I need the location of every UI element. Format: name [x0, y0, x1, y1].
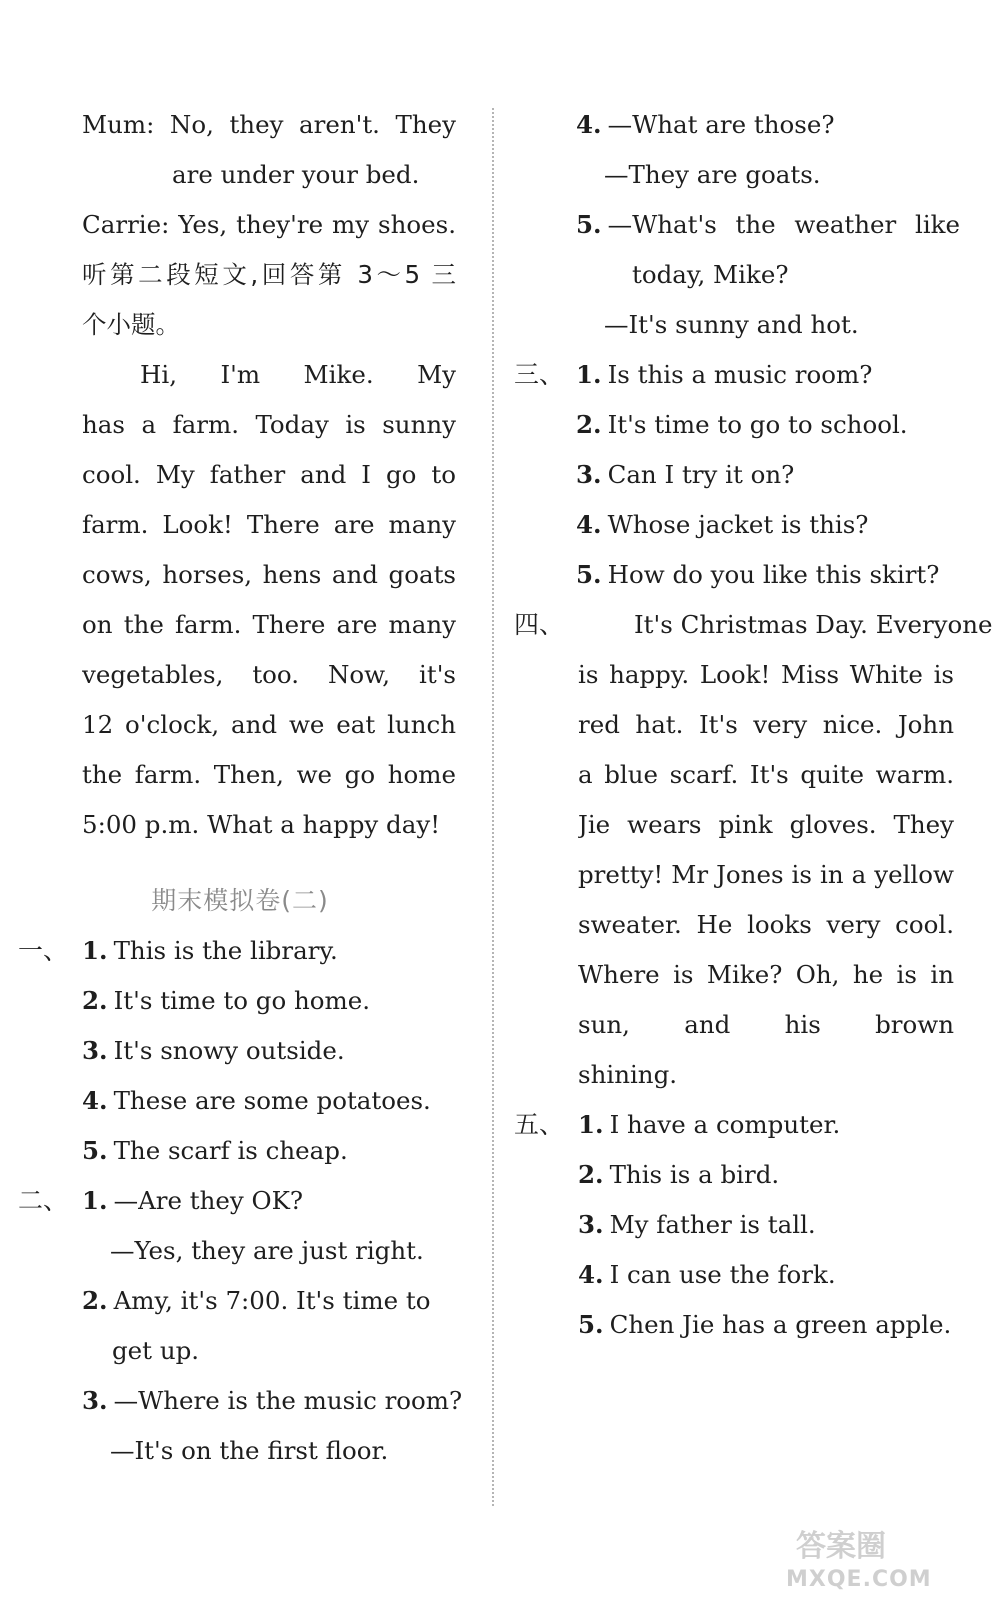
watermark-logo-icon: [778, 1522, 968, 1592]
section2-item: —They are goats.: [604, 160, 821, 189]
passage-line: cows, horses, hens and goats: [82, 560, 456, 589]
section1-item: 2. It's time to go home.: [82, 986, 371, 1015]
dialogue-line: Mum: No, they aren't. They: [82, 110, 456, 139]
section2-item: 2. Amy, it's 7:00. It's time to: [82, 1286, 431, 1315]
section4-line: red hat. It's very nice. John: [578, 710, 954, 739]
section2-item: —It's on the first floor.: [110, 1436, 389, 1465]
passage-line: farm. Look! There are many: [82, 510, 456, 539]
column-divider: [492, 108, 494, 1506]
section2-item: 二、 1. —Are they OK?: [0, 1176, 470, 1226]
passage-line: Hi, I'm Mike. My: [140, 360, 456, 389]
passage-line: cool. My father and I go to: [82, 460, 456, 489]
dialogue-line: are under your bed.: [172, 160, 420, 189]
section5-item: 五、 1. I have a computer.: [508, 1100, 978, 1150]
passage-line: 5:00 p.m. What a happy day!: [82, 810, 441, 839]
left-column: [0, 100, 470, 1476]
section1-item: 一、 1. This is the library.: [0, 926, 470, 976]
section2-item: —Yes, they are just right.: [110, 1236, 424, 1265]
section4-line: Jie wears pink gloves. They: [578, 810, 954, 839]
section1-item: 5. The scarf is cheap.: [82, 1136, 348, 1165]
section3-item: 5. How do you like this skirt?: [576, 560, 940, 589]
passage-line: has a farm. Today is sunny: [82, 410, 456, 439]
section2-item: 3. —Where is the music room?: [82, 1386, 463, 1415]
section4-line: sweater. He looks very cool.: [578, 910, 954, 939]
section5-item: 4. I can use the fork.: [578, 1260, 836, 1289]
section-marker: 四、: [514, 610, 565, 639]
passage-line: 12 o'clock, and we eat lunch: [82, 710, 456, 739]
section4-line: pretty! Mr Jones is in a yellow: [578, 860, 954, 889]
section3-item: 三、 1. Is this a music room?: [508, 350, 978, 400]
section1-item: 3. It's snowy outside.: [82, 1036, 345, 1065]
section3-item: 4. Whose jacket is this?: [576, 510, 869, 539]
section2-item: —It's sunny and hot.: [604, 310, 859, 339]
section5-item: 2. This is a bird.: [578, 1160, 780, 1189]
dialogue-line: Carrie: Yes, they're my shoes.: [82, 210, 456, 239]
section-marker: 三、: [514, 360, 565, 389]
section3-item: 3. Can I try it on?: [576, 460, 795, 489]
exam-title: 期末模拟卷(二): [151, 886, 329, 915]
section-marker: 一、: [18, 936, 69, 965]
section5-item: 3. My father is tall.: [578, 1210, 816, 1239]
section-marker: 五、: [514, 1110, 565, 1139]
section4-line: a blue scarf. It's quite warm.: [578, 760, 954, 789]
exam-title-row: [0, 876, 480, 926]
section-marker: 二、: [18, 1186, 69, 1215]
section4-line: is happy. Look! Miss White is: [578, 660, 954, 689]
passage-line: vegetables, too. Now, it's: [82, 660, 456, 689]
right-column: [508, 100, 993, 1350]
section2-item: 5. —What's the weather like: [576, 210, 960, 239]
passage-line: the farm. Then, we go home: [82, 760, 456, 789]
passage-line: on the farm. There are many: [82, 610, 456, 639]
watermark-url: MXQE.COM: [786, 1567, 932, 1592]
section2-item: get up.: [112, 1336, 200, 1365]
instruction-line: 个小题。: [82, 310, 180, 339]
instruction-line: 听第二段短文,回答第 3～5 三: [82, 260, 456, 289]
section5-item: 5. Chen Jie has a green apple.: [578, 1310, 952, 1339]
section1-item: 4. These are some potatoes.: [82, 1086, 431, 1115]
section2-item: 4. —What are those?: [576, 110, 835, 139]
section4-line: Where is Mike? Oh, he is in: [578, 960, 954, 989]
section3-item: 2. It's time to go to school.: [576, 410, 908, 439]
section4-line: 四、 It's Christmas Day. Everyone: [508, 600, 978, 650]
site-watermark: [778, 1522, 968, 1592]
section4-line: sun, and his brown: [578, 1010, 954, 1039]
section2-item: today, Mike?: [632, 260, 789, 289]
watermark-logo-text: 答案圈: [796, 1529, 886, 1564]
section4-line: shining.: [578, 1060, 678, 1089]
